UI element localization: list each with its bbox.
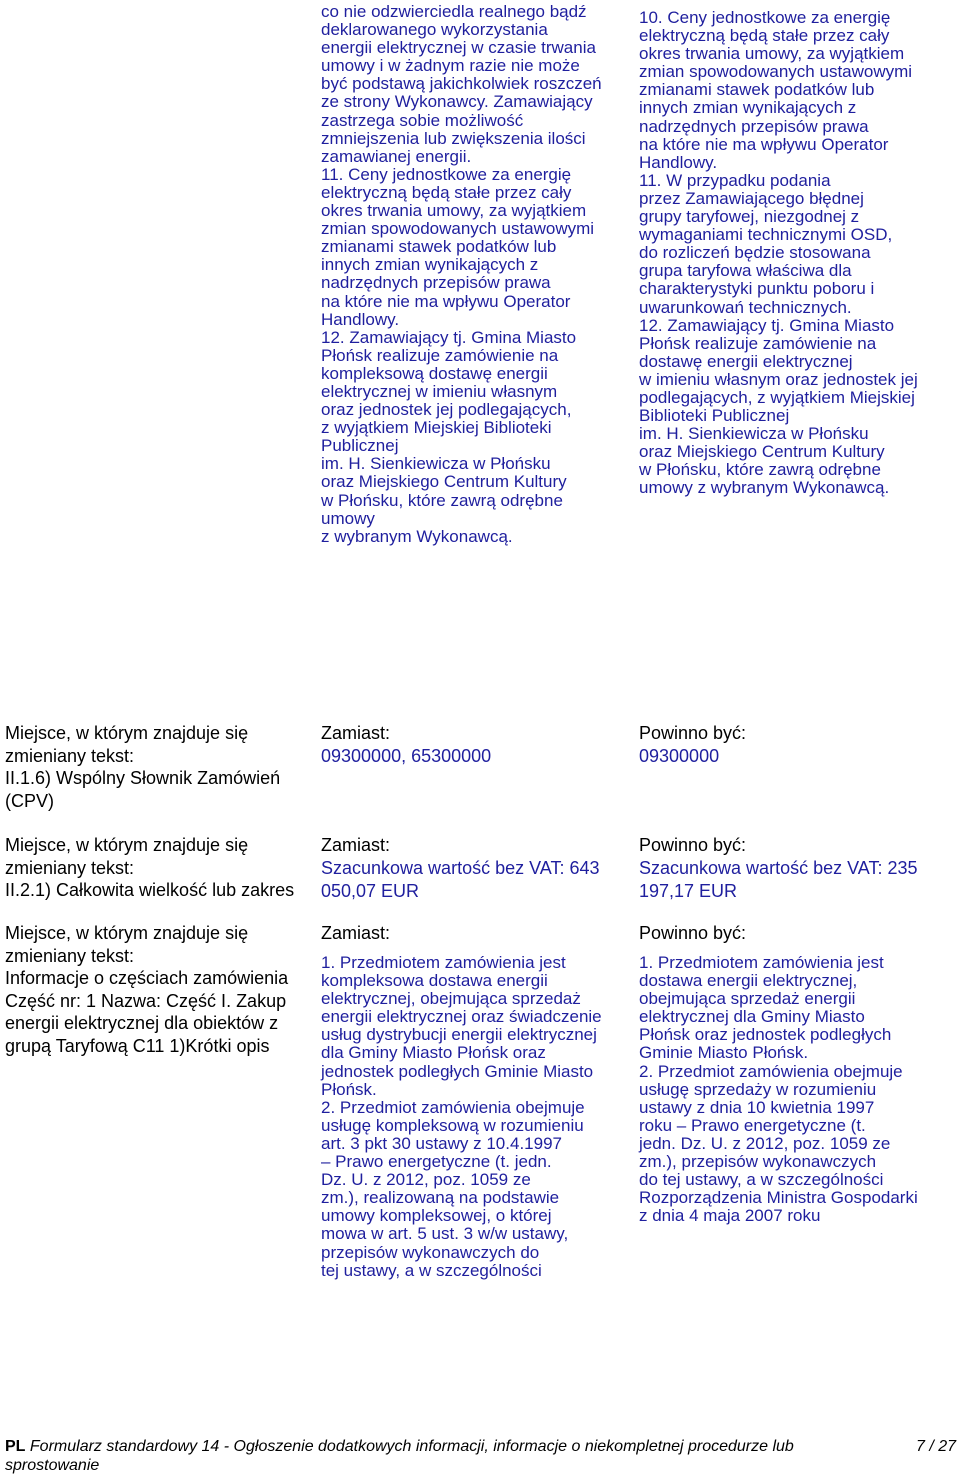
instead-label: Zamiast: bbox=[321, 835, 391, 855]
should-be-value: 09300000 bbox=[639, 746, 720, 766]
instead-value: 09300000, 65300000 bbox=[321, 746, 492, 766]
change-location-label: Miejsce, w którym znajduje się zmieniany tekst: bbox=[5, 723, 249, 766]
instead-label: Zamiast: bbox=[321, 923, 391, 943]
change-location-label: Miejsce, w którym znajduje się zmieniany tekst: bbox=[5, 835, 249, 878]
change-section: II.1.6) Wspólny Słownik Zamówień (CPV) bbox=[5, 768, 281, 811]
footer-language: PL bbox=[5, 1438, 26, 1455]
change-section: II.2.1) Całkowita wielkość lub zakres bbox=[5, 880, 295, 900]
should-be-label: Powinno być: bbox=[639, 835, 747, 855]
previous-text-continuation: co nie odzwierciedla realnego bądź deklarowanego wykorzystania energii elektrycznej w czasie trwania umowy i w żadnym razie nie może być podstawą jakichkolwiek roszczeń ze strony Wykonawcy. Zamawiający zastrzega sobie możliwość zmniejszenia lub zwiększenia ilości zamawianej energii. 11. Ceny jednostkowe za energię elektryczną będą stałe przez cały okres trwania umowy, za wyjątkiem zmian spowodowanych ustawowymi zmianami stawek podatków lub innych zmian wynikających z nadrzędnych przepisów prawa na które nie ma wpływu Operator Handlowy. 12. Zamawiający tj. Gmina Miasto Płońsk realizuje zamówienie na kompleksową dostawę energii elektrycznej w imieniu własnym oraz jednostek jej podlegających, z wyjątkiem Miejskiej Biblioteki Publicznej im. H. Sienkiewicza w Płońsku oraz Miejskiego Centrum Kultury w Płońsku, które zawrą odrębne umowy z wybranym Wykonawcą. bbox=[321, 2, 602, 546]
should-be-label: Powinno być: bbox=[639, 723, 747, 743]
should-be-value: 1. Przedmiotem zamówienia jest dostawa energii elektrycznej, obejmująca sprzedaż energii elektrycznej dla Gminy Miasto Płońsk oraz jednostek podległych Gminie Miasto Płońsk. 2. Przedmiot zamówienia obejmuje usługę sprzedaży w rozumieniu ustawy z dnia 10 kwietnia 1997 roku – Prawo energetyczne (t. jedn. Dz. U. z 2012, poz. 1059 ze zm.), przepisów wykonawczych do tej ustawy, a w szczególności Rozporządzenia Ministra Gospodarki z dnia 4 maja 2007 roku bbox=[639, 953, 918, 1226]
instead-value: Szacunkowa wartość bez VAT: 643 050,07 EUR bbox=[321, 858, 600, 901]
should-be-label: Powinno być: bbox=[639, 923, 747, 943]
instead-label: Zamiast: bbox=[321, 723, 391, 743]
change-section: Informacje o częściach zamówienia Część nr: 1 Nazwa: Część I. Zakup energii elektrycznej dla obiektów z grupą Taryfową C11 1)Krótki opis bbox=[5, 968, 289, 1056]
page-footer bbox=[5, 1437, 960, 1475]
change-location-label: Miejsce, w którym znajduje się zmieniany tekst: bbox=[5, 923, 249, 966]
footer-form-title: Formularz standardowy 14 - Ogłoszenie dodatkowych informacji, informacje o niekompletnej procedurze lub sprostowanie bbox=[5, 1438, 794, 1474]
should-be-value: Szacunkowa wartość bez VAT: 235 197,17 EUR bbox=[639, 858, 918, 901]
footer-page-number: 7 / 27 bbox=[915, 1438, 956, 1455]
instead-value: 1. Przedmiotem zamówienia jest kompleksowa dostawa energii elektrycznej, obejmująca sprzedaż energii elektrycznej oraz świadczenie usług dystrybucji energii elektrycznej dla Gminy Miasto Płońsk oraz jednostek podległych Gminie Miasto Płońsk. 2. Przedmiot zamówienia obejmuje usługę kompleksową w rozumieniu art. 3 pkt 30 ustawy z 10.4.1997 – Prawo energetyczne (t. jedn. Dz. U. z 2012, poz. 1059 ze zm.), realizowaną na podstawie umowy kompleksowej, o której mowa w art. 5 ust. 3 w/w ustawy, przepisów wykonawczych do tej ustawy, a w szczególności bbox=[321, 953, 602, 1280]
new-text-continuation: 10. Ceny jednostkowe za energię elektryczną będą stałe przez cały okres trwania umowy, za wyjątkiem zmian spowodowanych ustawowymi zmianami stawek podatków lub innych zmian wynikających z nadrzędnych przepisów prawa na które nie ma wpływu Operator Handlowy. 11. W przypadku podania przez Zamawiającego błędnej grupy taryfowej, niezgodnej z wymaganiami technicznymi OSD, do rozliczeń będzie stosowana grupa taryfowa właściwa dla charakterystyki punktu poboru i uwarunkowań technicznych. 12. Zamawiający tj. Gmina Miasto Płońsk realizuje zamówienie na dostawę energii elektrycznej w imieniu własnym oraz jednostek jej podlegających, z wyjątkiem Miejskiej Biblioteki Publicznej im. H. Sienkiewicza w Płońsku oraz Miejskiego Centrum Kultury w Płońsku, które zawrą odrębne umowy z wybranym Wykonawcą. bbox=[639, 8, 918, 498]
